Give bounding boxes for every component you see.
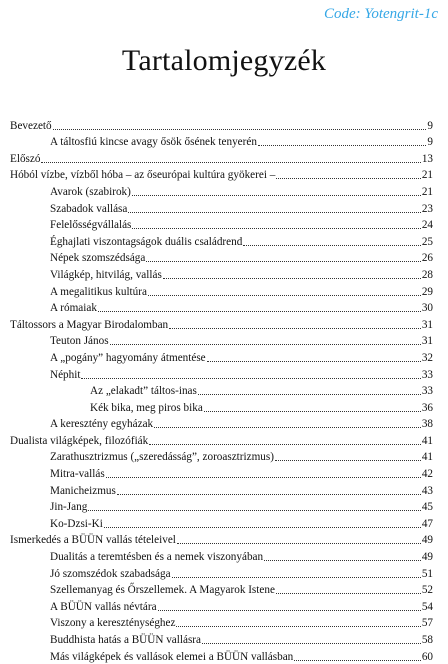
toc-entry-page: 29 xyxy=(421,285,433,298)
dot-leader xyxy=(53,129,427,130)
toc-entry-title: Teuton János xyxy=(50,335,109,348)
toc-entry[interactable] xyxy=(10,398,433,415)
toc-entry[interactable] xyxy=(10,382,433,399)
dot-leader xyxy=(264,560,421,561)
dot-leader xyxy=(98,311,421,312)
toc-entry-page: 30 xyxy=(421,302,433,315)
toc-entry-title: A megalitikus kultúra xyxy=(50,285,147,298)
toc-entry-title: Avarok (szabirok) xyxy=(50,185,131,198)
toc-entry-page: 23 xyxy=(421,202,433,215)
toc-entry[interactable] xyxy=(10,597,433,614)
toc-entry-title: A BÜÜN vallás névtára xyxy=(50,600,157,613)
toc-entry-title: Mitra-vallás xyxy=(50,468,105,481)
toc-entry-title: Ismerkedés a BÜÜN vallás tételeivel xyxy=(10,534,176,547)
toc-entry[interactable] xyxy=(10,448,433,465)
toc-entry-title: Bevezető xyxy=(10,119,52,132)
toc-entry[interactable] xyxy=(10,481,433,498)
toc-entry[interactable] xyxy=(10,630,433,647)
toc-entry-title: Táltossors a Magyar Birodalomban xyxy=(10,318,169,331)
toc-entry-page: 24 xyxy=(421,219,433,232)
dot-leader xyxy=(204,411,421,412)
toc-entry[interactable] xyxy=(10,249,433,266)
page-title: Tartalomjegyzék xyxy=(121,44,327,77)
toc-entry-title: Néphit xyxy=(50,368,81,381)
toc-entry-page: 32 xyxy=(421,351,433,364)
toc-entry[interactable] xyxy=(10,365,433,382)
dot-leader xyxy=(294,660,421,661)
toc-entry-page: 33 xyxy=(421,368,433,381)
toc-entry-page: 21 xyxy=(421,169,433,182)
dot-leader xyxy=(158,610,421,611)
dot-leader xyxy=(176,626,420,627)
dot-leader xyxy=(172,577,421,578)
toc-entry-page: 42 xyxy=(421,468,433,481)
toc-entry-page: 9 xyxy=(427,136,433,149)
toc-entry-title: A keresztény egyházak xyxy=(50,418,154,431)
toc-entry-page: 41 xyxy=(421,451,433,464)
toc-entry[interactable] xyxy=(10,464,433,481)
toc-entry-page: 9 xyxy=(427,119,433,132)
toc-entry[interactable] xyxy=(10,431,433,448)
toc-entry-page: 13 xyxy=(421,152,433,165)
dot-leader xyxy=(163,278,421,279)
toc-entry-page: 52 xyxy=(421,584,433,597)
dot-leader xyxy=(207,361,421,362)
toc-entry-page: 49 xyxy=(421,534,433,547)
toc-entry-title: Népek szomszédsága xyxy=(50,252,146,265)
toc-entry-page: 43 xyxy=(421,484,433,497)
dot-leader xyxy=(169,328,421,329)
toc-entry[interactable] xyxy=(10,166,433,183)
toc-entry[interactable] xyxy=(10,216,433,233)
toc-entry-title: Éghajlati viszontagságok duális családrend xyxy=(50,235,243,248)
toc-entry[interactable] xyxy=(10,299,433,316)
dot-leader xyxy=(202,643,421,644)
toc-entry-title: Más világképek és vallások elemei a BÜÜN vallásban xyxy=(50,650,294,663)
toc-entry[interactable] xyxy=(10,315,433,332)
toc-entry[interactable] xyxy=(10,531,433,548)
toc-entry-title: Buddhista hatás a BÜÜN vallásra xyxy=(50,634,201,646)
toc-entry-page: 54 xyxy=(421,600,433,613)
dot-leader xyxy=(106,477,421,478)
toc-entry[interactable] xyxy=(10,581,433,598)
toc-entry-title: Kék bika, meg piros bika xyxy=(90,401,203,414)
toc-entry-title: Ko-Dzsi-Ki xyxy=(50,517,103,530)
toc-entry-title: Zarathusztrizmus („szeredásság”, zoroasztrizmus) xyxy=(50,451,274,464)
toc-entry[interactable] xyxy=(10,265,433,282)
toc-entry-title: Szabadok vallása xyxy=(50,202,128,215)
toc-entry-title: Hóból vízbe, vízből hóba – az őseurópai kultúra gyökerei – xyxy=(10,169,276,182)
toc-entry[interactable] xyxy=(10,149,433,166)
toc-entry[interactable] xyxy=(10,547,433,564)
toc-entry-page: 31 xyxy=(421,335,433,348)
toc-entry[interactable] xyxy=(10,182,433,199)
toc-entry-title: A „pogány” hagyomány átmentése xyxy=(50,351,206,364)
toc-entry-title: Manicheizmus xyxy=(50,484,116,497)
toc-entry-page: 58 xyxy=(421,634,433,646)
dot-leader xyxy=(258,145,426,146)
dot-leader xyxy=(88,510,421,511)
dot-leader xyxy=(148,295,421,296)
toc-entry[interactable] xyxy=(10,498,433,515)
table-of-contents xyxy=(10,116,433,664)
toc-entry[interactable] xyxy=(10,199,433,216)
toc-entry-title: Jin-Jang xyxy=(50,501,88,514)
toc-entry-page: 45 xyxy=(421,501,433,514)
toc-entry-page: 57 xyxy=(421,617,433,630)
toc-entry[interactable] xyxy=(10,514,433,531)
toc-entry-title: Előszó xyxy=(10,152,41,165)
toc-entry[interactable] xyxy=(10,116,433,133)
toc-entry-page: 36 xyxy=(421,401,433,414)
toc-entry[interactable] xyxy=(10,564,433,581)
toc-entry-page: 41 xyxy=(421,434,433,447)
dot-leader xyxy=(128,212,420,213)
dot-leader xyxy=(276,178,420,179)
toc-entry[interactable] xyxy=(10,332,433,349)
toc-entry-page: 26 xyxy=(421,252,433,265)
dot-leader xyxy=(110,344,421,345)
toc-entry-title: Felelősségvállalás xyxy=(50,219,132,232)
toc-entry-title: A táltosfiú kincse avagy ősök ősének tenyerén xyxy=(50,136,257,149)
toc-entry-page: 60 xyxy=(421,650,433,663)
dot-leader xyxy=(177,543,421,544)
toc-entry-title: Világkép, hitvilág, vallás xyxy=(50,268,162,281)
dot-leader xyxy=(198,394,421,395)
toc-entry[interactable] xyxy=(10,415,433,432)
toc-entry-page: 49 xyxy=(421,551,433,564)
toc-entry-page: 25 xyxy=(421,235,433,248)
dot-leader xyxy=(117,494,421,495)
toc-entry[interactable] xyxy=(10,133,433,150)
toc-entry[interactable] xyxy=(10,614,433,631)
dot-leader xyxy=(243,245,421,246)
code-label: Code: Yotengrit-1c xyxy=(323,6,438,22)
toc-entry-title: A rómaiak xyxy=(50,302,97,315)
dot-leader xyxy=(149,444,421,445)
toc-entry[interactable] xyxy=(10,647,433,664)
dot-leader xyxy=(276,593,421,594)
toc-entry-page: 21 xyxy=(421,185,433,198)
toc-entry-page: 51 xyxy=(421,567,433,580)
dot-leader xyxy=(41,162,420,163)
toc-entry-title: Viszony a kereszténységhez xyxy=(50,617,176,630)
dot-leader xyxy=(104,527,421,528)
dot-leader xyxy=(132,195,421,196)
toc-entry-page: 38 xyxy=(421,418,433,431)
toc-entry-title: Szellemanyag és Őrszellemek. A Magyarok Istene xyxy=(50,584,275,597)
toc-entry-title: Dualitás a teremtésben és a nemek viszonyában xyxy=(50,551,264,564)
toc-entry[interactable] xyxy=(10,282,433,299)
toc-entry-title: Az „elakadt” táltos-inas xyxy=(90,385,197,398)
dot-leader xyxy=(81,378,420,379)
toc-entry-page: 47 xyxy=(421,517,433,530)
dot-leader xyxy=(154,427,421,428)
toc-entry-title: Jó szomszédok szabadsága xyxy=(50,567,171,580)
toc-entry-page: 28 xyxy=(421,268,433,281)
toc-entry-page: 33 xyxy=(421,385,433,398)
toc-entry-page: 31 xyxy=(421,318,433,331)
toc-entry[interactable] xyxy=(10,232,433,249)
dot-leader xyxy=(275,460,421,461)
toc-entry[interactable] xyxy=(10,348,433,365)
toc-entry-title: Dualista világképek, filozófiák xyxy=(10,434,149,447)
dot-leader xyxy=(132,228,420,229)
dot-leader xyxy=(146,261,420,262)
